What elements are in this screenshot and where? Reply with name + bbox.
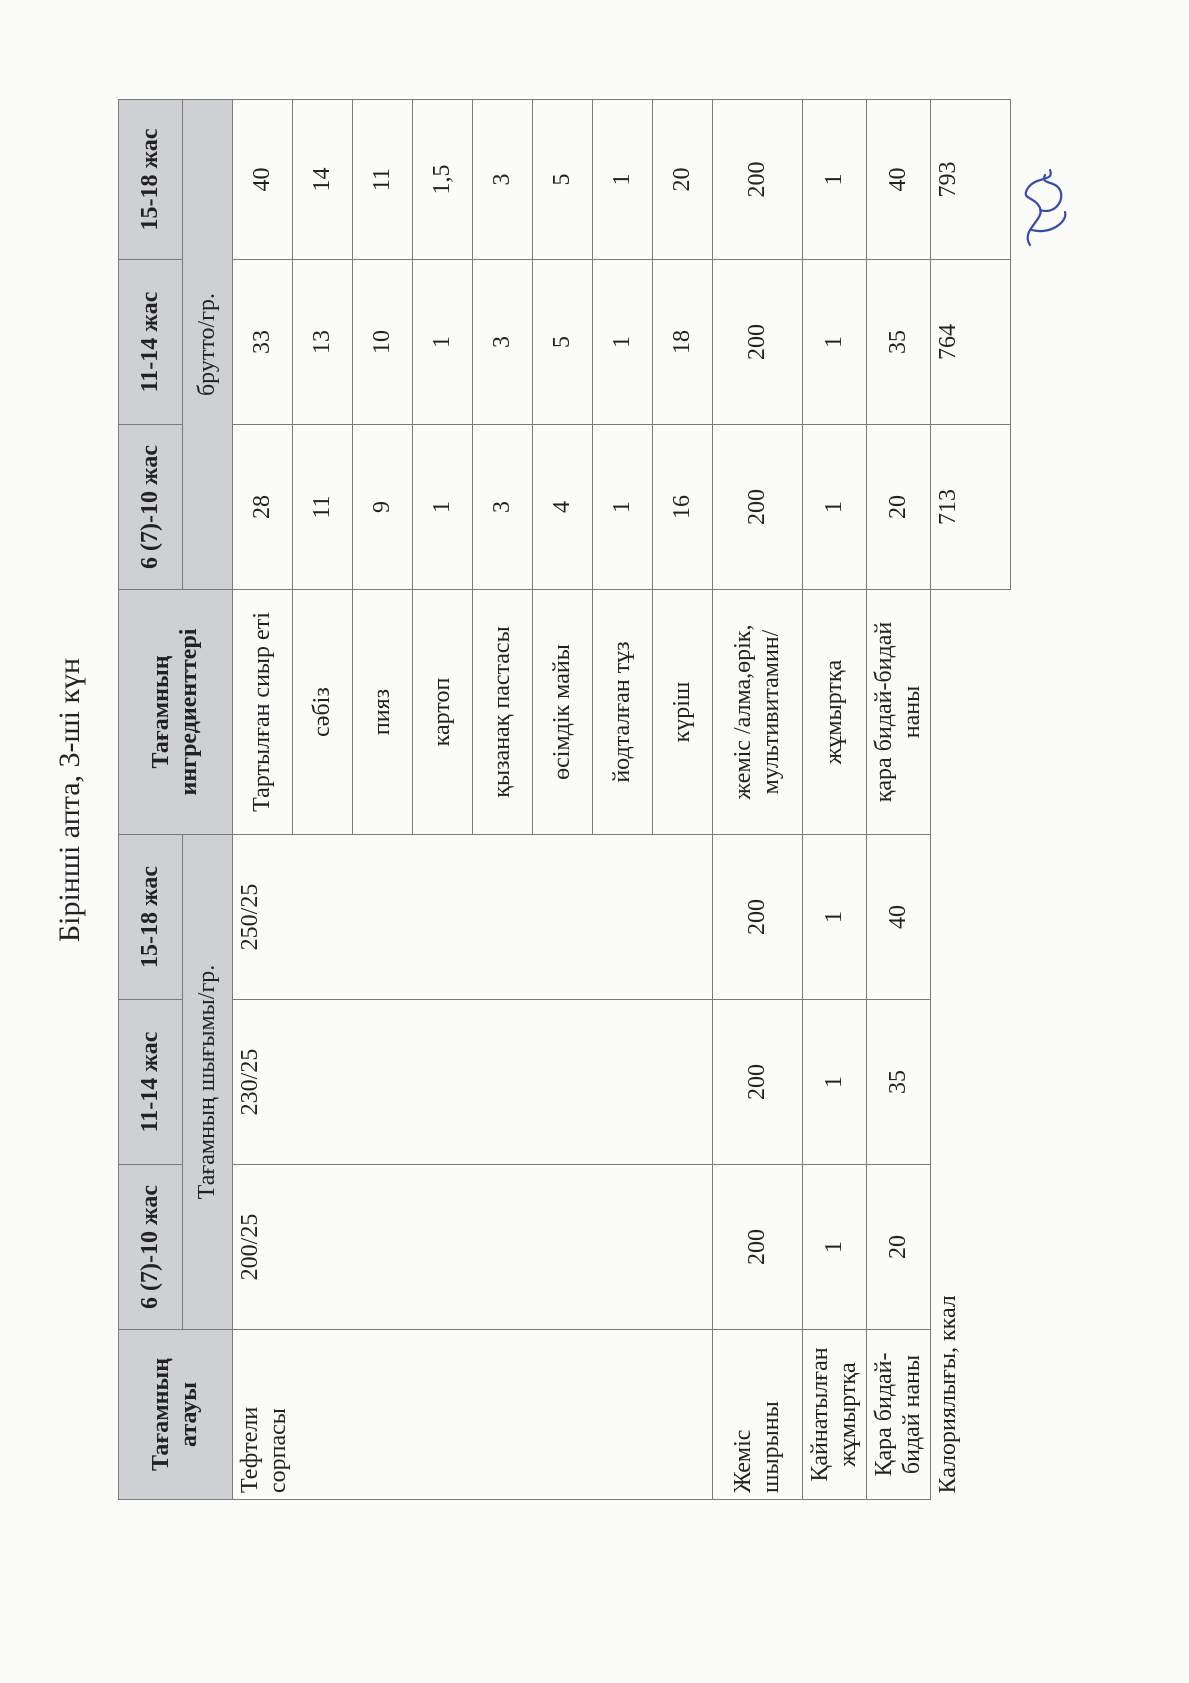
ingredient-value: 1 [593,260,653,425]
dish-name-cell: Тефтели сорпасы [233,1330,713,1500]
ingredient-value: 200 [713,425,803,590]
header-ing-age-1: 6 (7)-10 жас [119,425,183,590]
calories-label: Калориялығы, ккал [935,1295,962,1494]
ingredient-value: 3 [473,260,533,425]
ingredient-value: 14 [293,100,353,260]
ingredient-value: 200 [713,100,803,260]
dish-name-cell: Қара бидай-бидай наны [867,1330,931,1500]
calories-value: 793 [931,100,1011,260]
yield-cell: 20 [867,1165,931,1330]
header-age-2: 11-14 жас [119,1000,183,1165]
ingredient-name: картоп [413,590,473,835]
ingredient-name: Тартылған сиыр еті [233,590,293,835]
ingredient-name: сәбіз [293,590,353,835]
yield-cell: 230/25 [233,1000,713,1165]
ingredient-value: 5 [533,260,593,425]
ingredient-value: 200 [713,260,803,425]
yield-cell: 200 [713,835,803,1000]
ingredient-name: жеміс /алма,өрік, мультивитамин/ [713,590,803,835]
ingredient-name: қара бидай-бидай наны [867,590,931,835]
ingredient-value: 9 [353,425,413,590]
header-dish-name: Тағамның атауы [119,1330,233,1500]
table-row [867,100,931,1500]
table-row [713,100,803,1500]
ingredient-value: 1 [593,425,653,590]
ingredient-value: 16 [653,425,713,590]
yield-cell: 1 [803,1000,867,1165]
header-age-1: 6 (7)-10 жас [119,1165,183,1330]
ingredient-value: 20 [653,100,713,260]
calories-value: 764 [931,260,1011,425]
header-brutto-label: брутто/гр. [183,100,233,590]
header-ing-age-3: 15-18 жас [119,100,183,260]
document-sheet [40,100,1068,1500]
header-yield-label: Тағамның шығымы/гр. [183,835,233,1330]
table-row [803,100,867,1500]
ingredient-value: 33 [233,260,293,425]
ingredient-value: 11 [293,425,353,590]
ingredient-value: 40 [867,100,931,260]
ingredient-name: жұмыртқа [803,590,867,835]
yield-cell: 200 [713,1000,803,1165]
ingredient-value: 1 [413,425,473,590]
ingredient-value: 28 [233,425,293,590]
yield-cell: 40 [867,835,931,1000]
yield-cell: 200 [713,1165,803,1330]
ingredient-value: 18 [653,260,713,425]
ingredient-value: 11 [353,100,413,260]
header-ing-age-2: 11-14 жас [119,260,183,425]
ingredient-name: күріш [653,590,713,835]
yield-cell: 200/25 [233,1165,713,1330]
ingredient-value: 1 [803,425,867,590]
calories-row [931,100,1011,1500]
yield-cell: 1 [803,1165,867,1330]
ingredient-value: 4 [533,425,593,590]
ingredient-value: 35 [867,260,931,425]
ingredient-value: 20 [867,425,931,590]
calories-value: 713 [931,425,1011,590]
ingredient-value: 1 [803,100,867,260]
ingredient-value: 1 [803,260,867,425]
ingredient-value: 1,5 [413,100,473,260]
ingredient-value: 10 [353,260,413,425]
menu-table [118,99,1011,1500]
yield-cell: 1 [803,835,867,1000]
ingredient-name: пияз [353,590,413,835]
signature-icon [1010,160,1080,250]
ingredient-name: йодталған тұз [593,590,653,835]
ingredient-value: 1 [413,260,473,425]
header-row-age [119,100,183,1500]
table-row [233,100,293,1500]
ingredient-value: 1 [593,100,653,260]
ingredient-name: қызанақ пастасы [473,590,533,835]
yield-cell: 250/25 [233,835,713,1000]
ingredient-value: 13 [293,260,353,425]
header-ingredients: Тағамның ингредиенттері [119,590,233,835]
ingredient-name: өсімдік майы [533,590,593,835]
header-age-3: 15-18 жас [119,835,183,1000]
ingredient-value: 3 [473,100,533,260]
ingredient-value: 5 [533,100,593,260]
dish-name-cell: Жеміс шырыны [713,1330,803,1500]
ingredient-value: 3 [473,425,533,590]
dish-name-cell: Қайнатылған жұмыртқа [803,1330,867,1500]
ingredient-value: 40 [233,100,293,260]
page-title: Бірінші апта, 3-ші күн [53,657,86,943]
yield-cell: 35 [867,1000,931,1165]
